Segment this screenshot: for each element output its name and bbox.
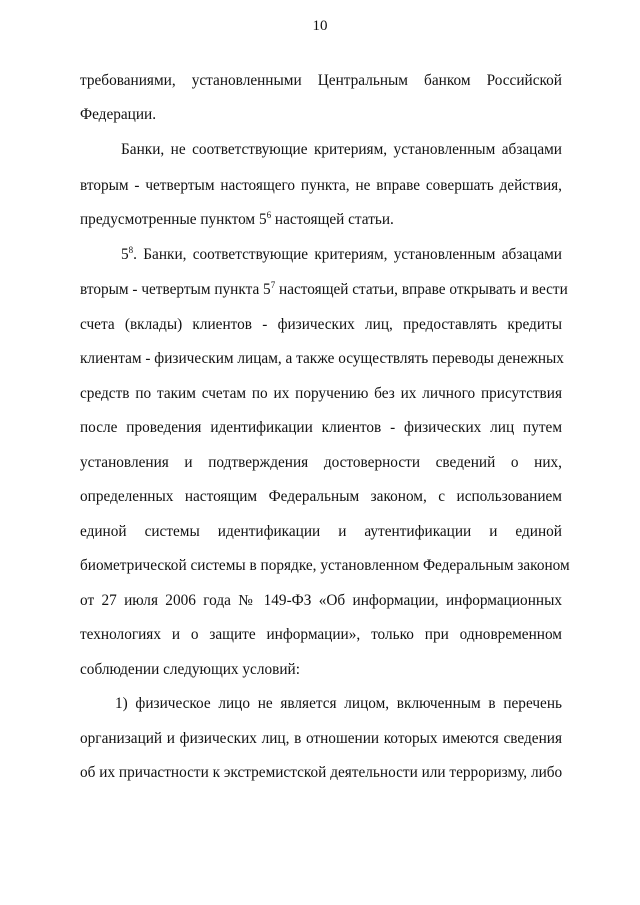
superscript: 8 [128,245,134,255]
paragraph-4-line-1: 1) физическое лицо не является лицом, включенным в перечень [115,695,562,712]
paragraph-3-line-13: соблюдении следующих условий: [80,661,300,678]
paragraph-3-line-6: после проведения идентификации клиентов - физических лиц путем [80,419,562,436]
paragraph-3-line-4: клиентам - физическим лицам, а также осуществлять переводы денежных [80,350,564,367]
text-fragment: . Банки, соответствующие критериям, установленным абзацами [133,246,562,263]
paragraph-2-line-3 [80,210,562,230]
paragraph-2-line-1: Банки, не соответствующие критериям, установленным абзацами [121,141,562,158]
paragraph-3-line-7: установления и подтверждения достоверности сведений о них, [80,454,562,471]
paragraph-1-line-1: требованиями, установленными Центральным банком Российской [80,72,562,89]
superscript: 7 [270,280,276,290]
paragraph-3-line-10: биометрической системы в порядке, установленном Федеральным законом [80,557,570,574]
superscript: 6 [266,210,272,220]
paragraph-3-line-5: средств по таким счетам по их поручению без их личного присутствия [80,385,562,402]
text-fragment: 5 [121,246,129,263]
paragraph-3-line-11: от 27 июля 2006 года № 149-ФЗ «Об информации, информационных [80,592,562,609]
paragraph-3-line-12: технологиях и о защите информации», только при одновременном [80,626,562,643]
paragraph-4-line-3: об их причастности к экстремистской деятельности или терроризму, либо [80,764,563,781]
paragraph-3-line-2 [80,280,568,300]
paragraph-2-line-2: вторым - четвертым настоящего пункта, не вправе совершать действия, [80,177,562,194]
paragraph-3-line-1 [121,245,562,265]
page-number: 10 [312,18,328,34]
paragraph-3-line-9: единой системы идентификации и аутентификации и единой [80,523,562,540]
paragraph-3-line-8: определенных настоящим Федеральным законом, с использованием [80,488,562,505]
text-fragment: вторым - четвертым пункта 5 [80,281,271,298]
text-fragment: настоящей статьи. [274,211,394,228]
text-fragment: предусмотренные пунктом 5 [80,211,267,228]
paragraph-4-line-2: организаций и физических лиц, в отношении которых имеются сведения [80,730,562,747]
paragraph-3-line-3: счета (вклады) клиентов - физических лиц, предоставлять кредиты [80,316,562,333]
paragraph-1-line-2: Федерации. [80,106,157,123]
text-fragment: настоящей статьи, вправе открывать и вести [279,281,568,298]
